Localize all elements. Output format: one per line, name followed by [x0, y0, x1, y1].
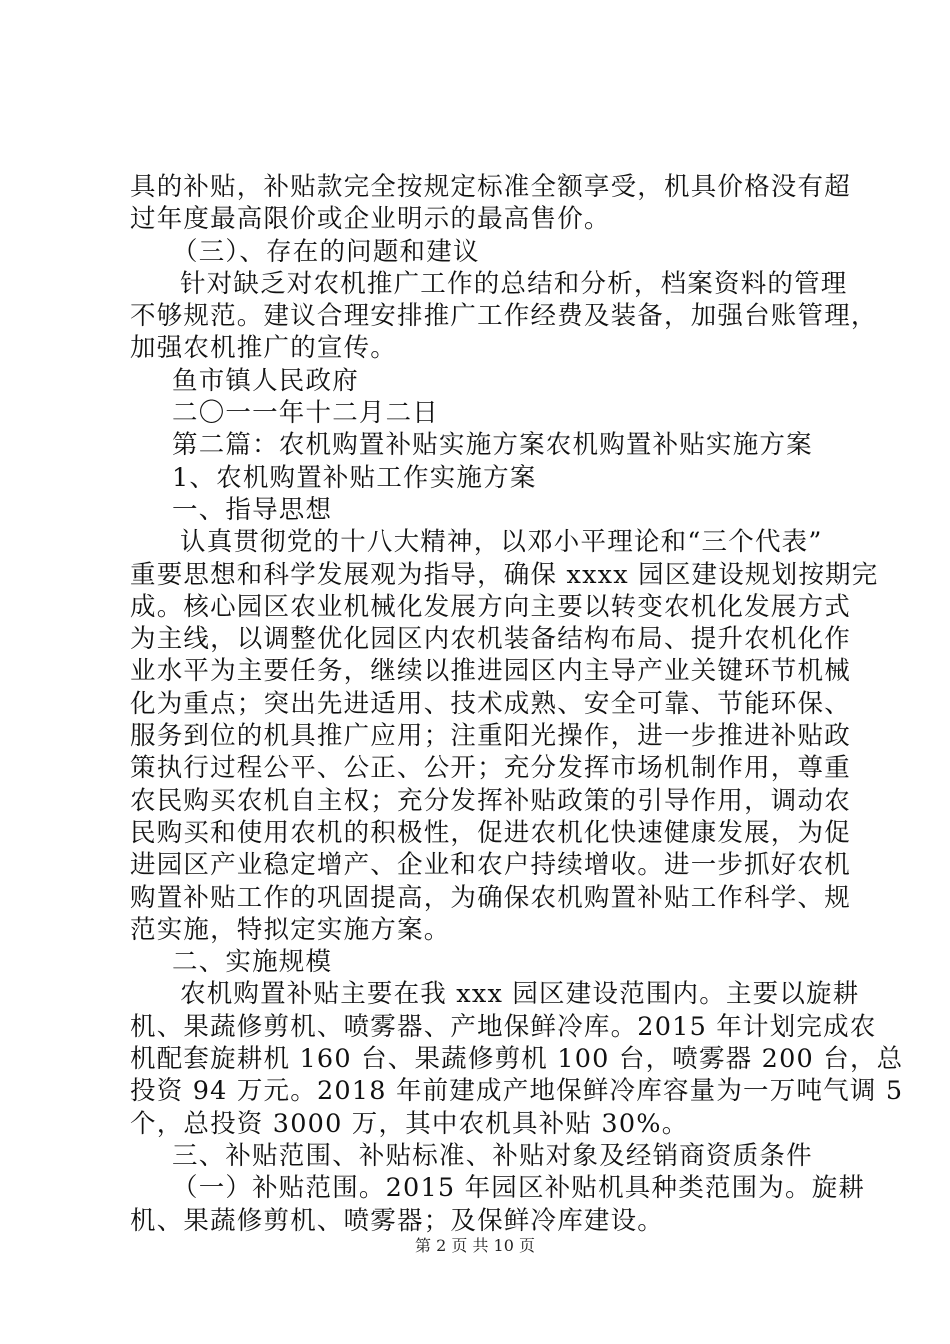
text-line: 个，总投资 3000 万，其中农机具补贴 30%。: [130, 1108, 689, 1139]
section-heading: 一、指导思想: [172, 494, 333, 525]
signature-org: 鱼市镇人民政府: [172, 365, 359, 396]
text-line: 认真贯彻党的十八大精神，以邓小平理论和“三个代表”: [180, 527, 823, 558]
text-line: 农民购买农机自主权；充分发挥补贴政策的引导作用，调动农: [130, 785, 851, 816]
text-line: 农机购置补贴主要在我 xxx 园区建设范围内。主要以旋耕: [180, 979, 860, 1010]
text-line: 过年度最高限价或企业明示的最高售价。: [130, 204, 611, 235]
document-body: [130, 171, 904, 1237]
text-line: 具的补贴，补贴款完全按规定标准全额享受，机具价格没有超: [130, 172, 851, 202]
text-line: 机配套旋耕机 160 台、果蔬修剪机 100 台，喷雾器 200 台，总: [130, 1044, 904, 1075]
text-line: 重要思想和科学发展观为指导，确保 xxxx 园区建设规划按期完: [130, 559, 879, 590]
text-line: 投资 94 万元。2018 年前建成产地保鲜冷库容量为一万吨气调 5: [130, 1076, 904, 1107]
text-line: 进园区产业稳定增产、企业和农户持续增收。进一步抓好农机: [130, 850, 851, 881]
text-line: 机、果蔬修剪机、喷雾器；及保鲜冷库建设。: [130, 1205, 665, 1236]
page-footer: 第 2 页 共 10 页: [415, 1236, 535, 1255]
text-line: 加强农机推广的宣传。: [130, 333, 398, 364]
signature-date: 二〇一一年十二月二日: [172, 398, 440, 429]
text-line: 业水平为主要任务，继续以推进园区内主导产业关键环节机械: [130, 656, 851, 687]
document-title: 1、农机购置补贴工作实施方案: [172, 462, 537, 493]
chapter-title: 第二篇：农机购置补贴实施方案农机购置补贴实施方案: [172, 430, 813, 461]
text-line: 为主线，以调整优化园区内农机装备结构布局、提升农机化作: [130, 624, 851, 655]
text-line: 机、果蔬修剪机、喷雾器、产地保鲜冷库。2015 年计划完成农: [130, 1011, 877, 1042]
text-line: 化为重点；突出先进适用、技术成熟、安全可靠、节能环保、: [130, 688, 851, 719]
section-heading: （三）、存在的问题和建议: [172, 236, 480, 267]
text-line: 服务到位的机具推广应用；注重阳光操作，进一步推进补贴政: [130, 721, 851, 752]
text-line: 民购买和使用农机的积极性，促进农机化快速健康发展，为促: [130, 817, 851, 848]
text-line: （一）补贴范围。2015 年园区补贴机具种类范围为。旋耕: [172, 1173, 866, 1204]
text-line: 成。核心园区农业机械化发展方向主要以转变农机化发展方式: [130, 591, 851, 622]
text-line: 策执行过程公平、公正、公开；充分发挥市场机制作用，尊重: [130, 753, 851, 784]
text-line: 针对缺乏对农机推广工作的总结和分析，档案资料的管理: [180, 268, 848, 299]
section-heading: 二、实施规模: [172, 947, 333, 978]
text-line: 范实施，特拟定实施方案。: [130, 914, 451, 945]
section-heading: 三、补贴范围、补贴标准、补贴对象及经销商资质条件: [172, 1140, 813, 1171]
text-line: 不够规范。建议合理安排推广工作经费及装备，加强台账管理，: [130, 301, 878, 332]
text-line: 购置补贴工作的巩固提高，为确保农机购置补贴工作科学、规: [130, 882, 851, 913]
